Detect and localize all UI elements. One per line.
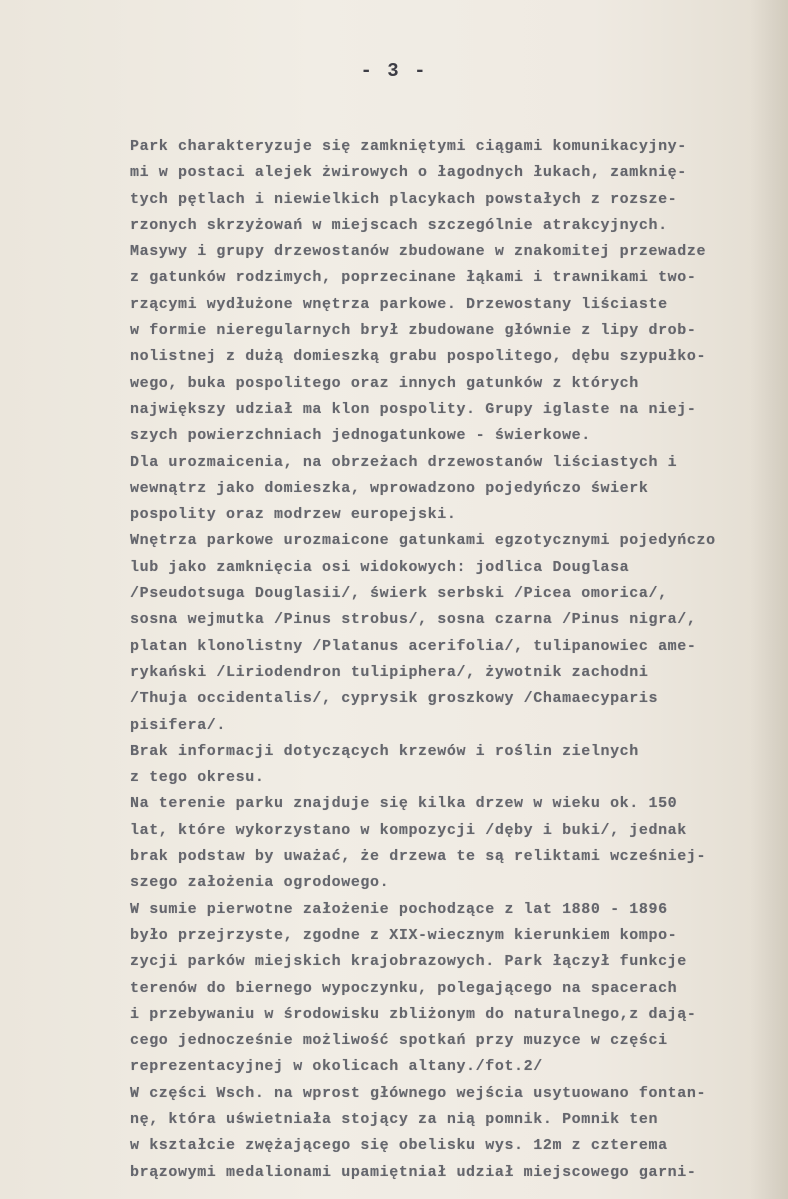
text-line: rykański /Liriodendron tulipiphera/, żywotnik zachodni	[130, 663, 649, 681]
text-line: z gatunków rodzimych, poprzecinane łąkami i trawnikami two-	[130, 269, 697, 287]
text-line: brak podstaw by uważać, że drzewa te są reliktami wcześniej-	[130, 848, 707, 866]
text-line: wewnątrz jako domieszka, wprowadzono pojedyńczo świerk	[130, 479, 649, 497]
text-line: W części Wsch. na wprost głównego wejścia usytuowano fontan-	[130, 1084, 707, 1102]
text-line: wego, buka pospolitego oraz innych gatunków z których	[130, 374, 639, 392]
text-line: w formie nieregularnych brył zbudowane głównie z lipy drob-	[130, 322, 697, 340]
text-line: pospolity oraz modrzew europejski.	[130, 506, 457, 524]
text-line: brązowymi medalionami upamiętniał udział miejscowego garni-	[130, 1163, 697, 1181]
text-line: terenów do biernego wypoczynku, polegającego na spacerach	[130, 979, 678, 997]
text-line: Masywy i grupy drzewostanów zbudowane w znakomitej przewadze	[130, 243, 707, 261]
text-line: Brak informacji dotyczących krzewów i roślin zielnych	[130, 742, 639, 760]
text-line: platan klonolistny /Platanus acerifolia/, tulipanowiec ame-	[130, 637, 697, 655]
text-line: rzonych skrzyżowań w miejscach szczególnie atrakcyjnych.	[130, 216, 668, 234]
text-line: pisifera/.	[130, 716, 227, 734]
text-line: i przebywaniu w środowisku zbliżonym do naturalnego,z dają-	[130, 1005, 697, 1023]
text-line: z tego okresu.	[130, 769, 265, 787]
text-line: Na terenie parku znajduje się kilka drzew w wieku ok. 150	[130, 795, 678, 813]
text-line: było przejrzyste, zgodne z XIX-wiecznym kierunkiem kompo-	[130, 926, 678, 944]
text-line: tych pętlach i niewielkich placykach powstałych z rozsze-	[130, 190, 678, 208]
text-line: /Pseudotsuga Douglasii/, świerk serbski /Picea omorica/,	[130, 585, 668, 603]
text-line: nę, która uświetniała stojący za nią pomnik. Pomnik ten	[130, 1110, 659, 1128]
text-line: szego założenia ogrodowego.	[130, 874, 390, 892]
typed-text-body	[130, 134, 760, 1186]
text-line: W sumie pierwotne założenie pochodzące z lat 1880 - 1896	[130, 900, 668, 918]
text-line: nolistnej z dużą domieszką grabu pospolitego, dębu szypułko-	[130, 348, 707, 366]
text-line: lub jako zamknięcia osi widokowych: jodlica Douglasa	[130, 558, 630, 576]
text-line: lat, które wykorzystano w kompozycji /dęby i buki/, jednak	[130, 821, 687, 839]
text-line: Dla urozmaicenia, na obrzeżach drzewostanów liściastych i	[130, 453, 678, 471]
text-line: /Thuja occidentalis/, cyprysik groszkowy /Chamaecyparis	[130, 690, 659, 708]
text-line: sosna wejmutka /Pinus strobus/, sosna czarna /Pinus nigra/,	[130, 611, 697, 629]
text-line: Park charakteryzuje się zamkniętymi ciągami komunikacyjny-	[130, 138, 687, 155]
text-line: mi w postaci alejek żwirowych o łagodnych łukach, zamknię-	[130, 164, 687, 182]
text-line: reprezentacyjnej w okolicach altany./fot.2/	[130, 1058, 543, 1076]
text-line: cego jednocześnie możliwość spotkań przy muzyce w części	[130, 1032, 668, 1050]
text-line: w kształcie zwężającego się obelisku wys. 12m z czterema	[130, 1137, 668, 1155]
page-number: - 3 -	[360, 60, 428, 82]
text-line: rzącymi wydłużone wnętrza parkowe. Drzewostany liściaste	[130, 295, 668, 313]
text-line: zycji parków miejskich krajobrazowych. Park łączył funkcje	[130, 953, 687, 971]
text-line: szych powierzchniach jednogatunkowe - świerkowe.	[130, 427, 591, 445]
text-line: największy udział ma klon pospolity. Grupy iglaste na niej-	[130, 400, 697, 418]
text-line: Wnętrza parkowe urozmaicone gatunkami egzotycznymi pojedyńczo	[130, 532, 716, 550]
